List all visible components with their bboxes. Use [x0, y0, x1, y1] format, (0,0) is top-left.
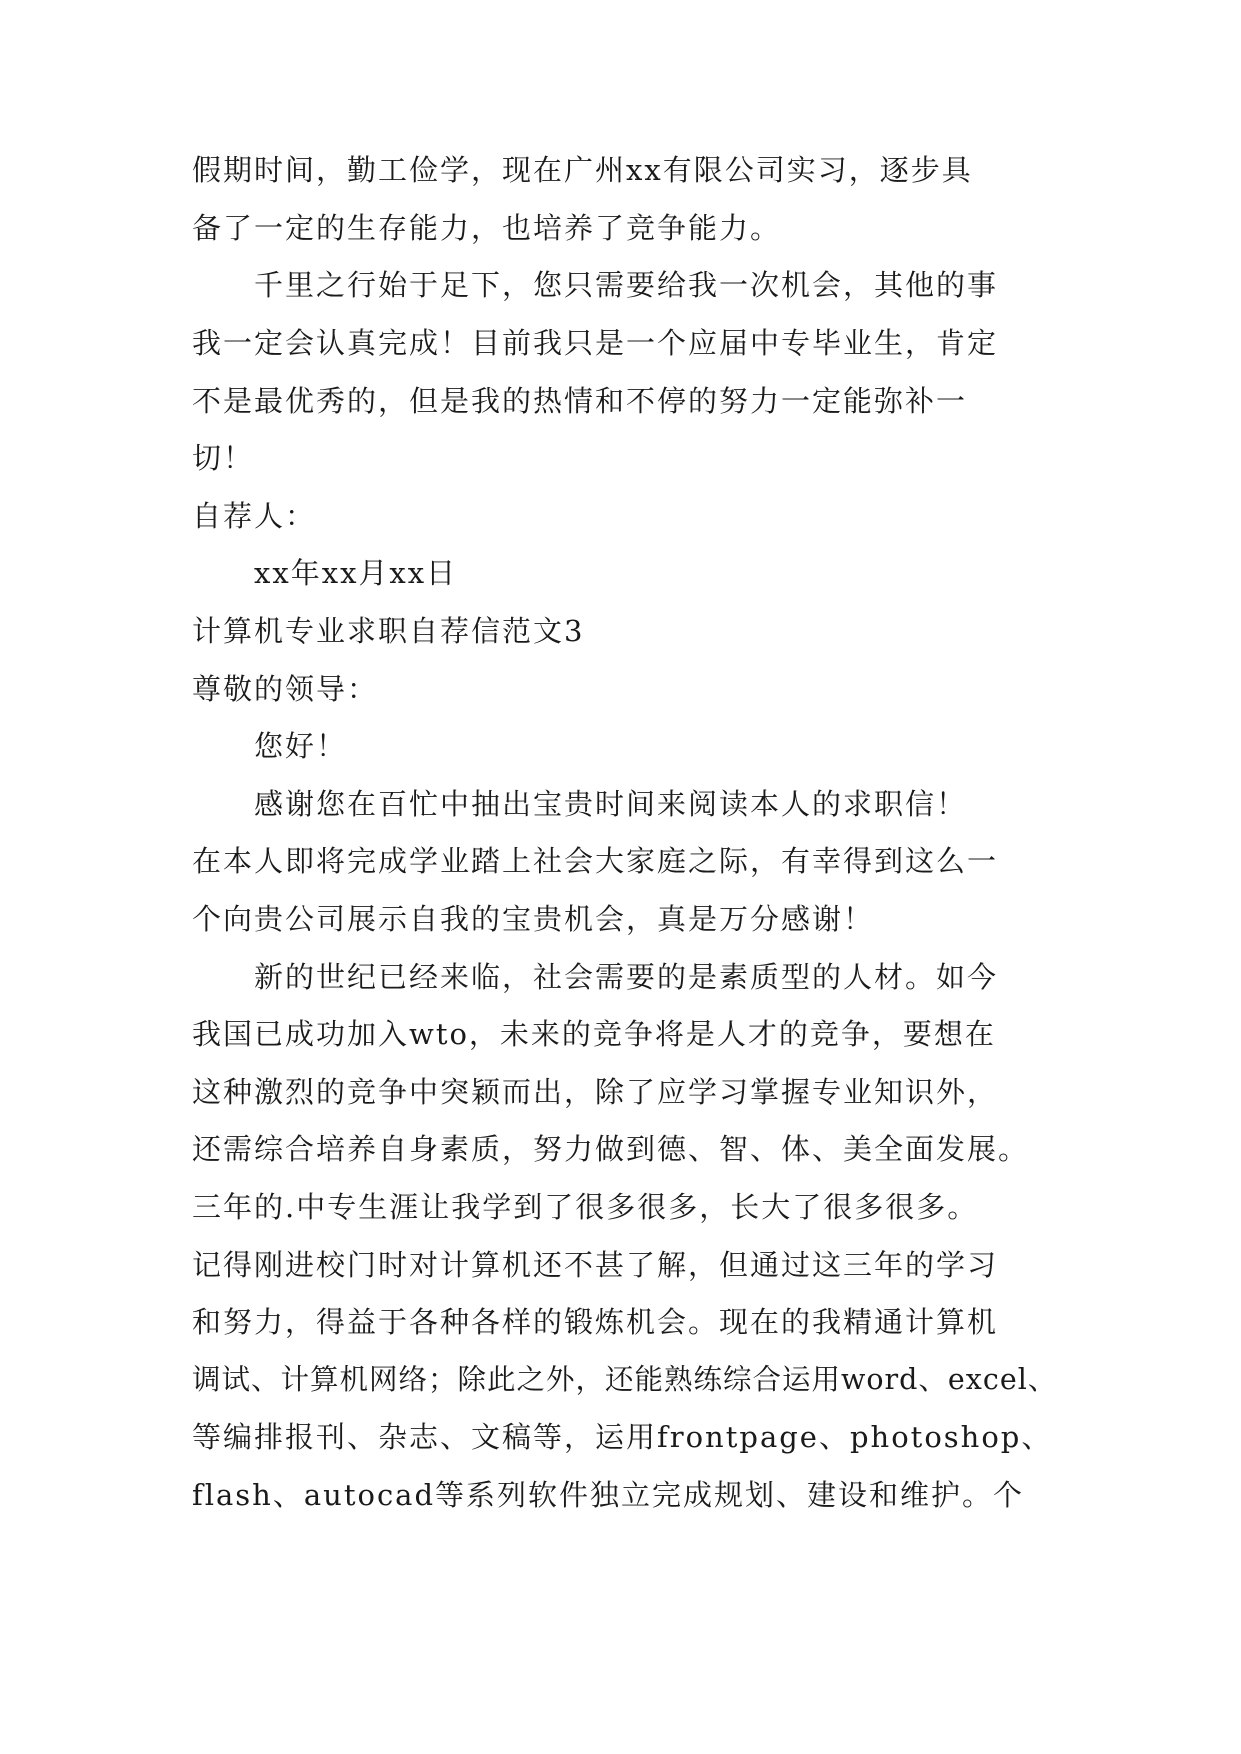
paragraph-line: 三年的.中专生涯让我学到了很多很多，长大了很多很多。 — [192, 1190, 979, 1224]
paragraph-line: 假期时间，勤工俭学，现在广州xx有限公司实习，逐步具 — [192, 153, 973, 187]
paragraph-line: 和努力，得益于各种各样的锻炼机会。现在的我精通计算机 — [192, 1305, 999, 1339]
salutation: 尊敬的领导： — [192, 672, 379, 706]
paragraph-line: 个向贵公司展示自我的宝贵机会，真是万分感谢！ — [192, 902, 875, 936]
paragraph-line: 这种激烈的竞争中突颖而出，除了应学习掌握专业知识外， — [192, 1075, 999, 1109]
paragraph-line: 等编排报刊、杂志、文稿等，运用frontpage、photoshop、 — [192, 1420, 1053, 1454]
paragraph-line: 不是最优秀的，但是我的热情和不停的努力一定能弥补一 — [192, 384, 968, 418]
paragraph-line: 调试、计算机网络；除此之外，还能熟练综合运用word、excel、 — [192, 1363, 1058, 1396]
paragraph-line: 记得刚进校门时对计算机还不甚了解，但通过这三年的学习 — [192, 1248, 999, 1282]
paragraph-line: 千里之行始于足下，您只需要给我一次机会，其他的事 — [254, 268, 999, 302]
paragraph-line: 我一定会认真完成！目前我只是一个应届中专毕业生，肯定 — [192, 326, 999, 360]
paragraph-line: 还需综合培养自身素质，努力做到德、智、体、美全面发展。 — [192, 1132, 1030, 1166]
date-line: xx年xx月xx日 — [254, 556, 458, 590]
paragraph-line: 感谢您在百忙中抽出宝贵时间来阅读本人的求职信！ — [254, 787, 968, 821]
paragraph-line: flash、autocad等系列软件独立完成规划、建设和维护。个 — [192, 1478, 1025, 1512]
paragraph-line: 切！ — [192, 441, 255, 475]
signature-label: 自荐人： — [192, 499, 317, 533]
paragraph-line: 备了一定的生存能力，也培养了竞争能力。 — [192, 211, 782, 245]
section-title: 计算机专业求职自荐信范文3 — [192, 614, 585, 648]
paragraph-line: 我国已成功加入wto，未来的竞争将是人才的竞争，要想在 — [192, 1017, 996, 1051]
greeting: 您好！ — [254, 729, 348, 763]
paragraph-line: 在本人即将完成学业踏上社会大家庭之际，有幸得到这么一 — [192, 844, 999, 878]
paragraph-line: 新的世纪已经来临，社会需要的是素质型的人材。如今 — [254, 960, 999, 994]
